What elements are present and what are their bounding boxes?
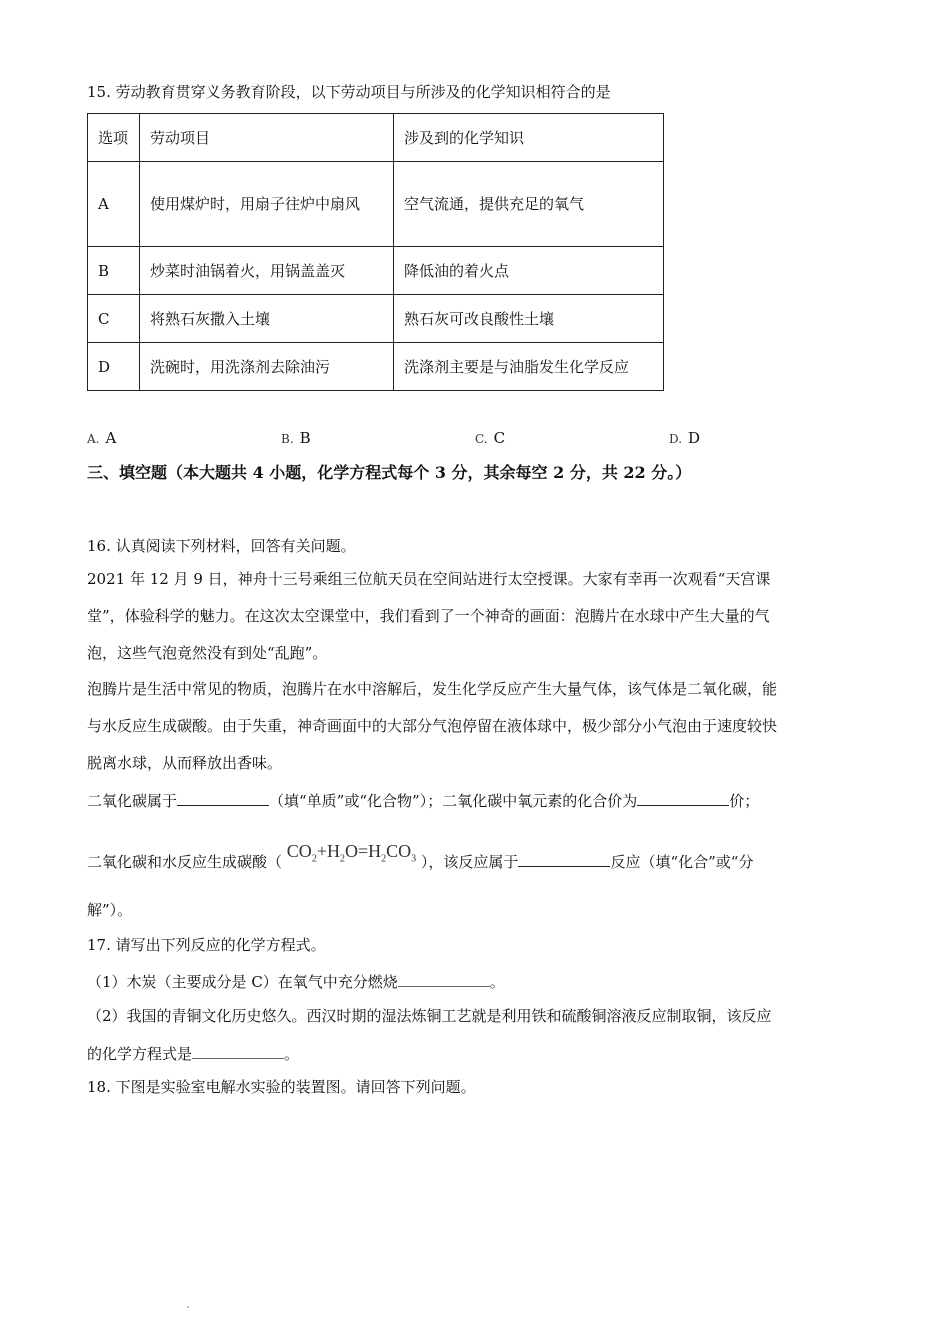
- question-text: 。: [489, 973, 505, 991]
- answer-blank-1[interactable]: [177, 789, 269, 806]
- q18-stem: 18. 下图是实验室电解水实验的装置图。请回答下列问题。: [87, 1078, 476, 1096]
- answer-blank-3[interactable]: [518, 850, 610, 867]
- choice-letter: D.: [669, 432, 683, 446]
- chemical-equation: $CO_2+H_2O=H_2CO_3$: [286, 841, 417, 865]
- question-text: 。: [284, 1045, 300, 1063]
- row-project: 使用煤炉时，用扇子往炉中扇风: [140, 162, 394, 247]
- table-row: [88, 295, 664, 343]
- choice-letter: C.: [475, 432, 488, 446]
- q16-question-line2: [87, 841, 754, 880]
- row-project: 炒菜时油锅着火，用锅盖盖灭: [140, 247, 394, 295]
- table-row: [88, 343, 664, 391]
- choice-letter: A.: [87, 432, 100, 446]
- answer-blank-2[interactable]: [637, 789, 729, 806]
- q16-para2-line2: 与水反应生成碳酸。由于失重，神奇画面中的大部分气泡停留在液体球中，极少部分小气泡由于速度较快: [87, 717, 778, 735]
- header-project: 劳动项目: [140, 114, 394, 162]
- question-text: 二氧化碳和水反应生成碳酸（: [87, 853, 283, 871]
- choice-value: D: [688, 429, 701, 447]
- q16-para2-line3: 脱离水球，从而释放出香味。: [87, 754, 283, 772]
- q17-sub2-line1: （2）我国的青铜文化历史悠久。西汉时期的湿法炼铜工艺就是利用铁和硫酸铜溶液反应制取铜，该反应: [87, 1007, 772, 1025]
- choice-value: B: [299, 429, 311, 447]
- q15-table: [87, 113, 664, 391]
- choice-value: C: [493, 429, 506, 447]
- header-option: 选项: [88, 114, 140, 162]
- row-knowledge: 洗涤剂主要是与油脂发生化学反应: [394, 343, 664, 391]
- question-text: 反应（填“化合”或“分: [610, 853, 754, 871]
- table-row: [88, 247, 664, 295]
- header-knowledge: 涉及到的化学知识: [394, 114, 664, 162]
- q16-stem: 16. 认真阅读下列材料，回答有关问题。: [87, 537, 356, 555]
- choice-a[interactable]: [87, 428, 116, 449]
- q17-sub2-line2: [87, 1042, 299, 1064]
- choice-b[interactable]: [281, 428, 311, 449]
- q16-para2-line1: 泡腾片是生活中常见的物质，泡腾片在水中溶解后，发生化学反应产生大量气体，该气体是二氧化碳，能: [87, 680, 778, 698]
- question-text: （填“单质”或“化合物”）；二氧化碳中氧元素的化合价为: [269, 792, 638, 810]
- choice-c[interactable]: [475, 428, 505, 449]
- table-header-row: [88, 114, 664, 162]
- row-project: 洗碗时，用洗涤剂去除油污: [140, 343, 394, 391]
- question-text: ），该反应属于: [420, 853, 519, 871]
- q15-stem: 15. 劳动教育贯穿义务教育阶段，以下劳动项目与所涉及的化学知识相符合的是: [87, 83, 611, 101]
- row-knowledge: 降低油的着火点: [394, 247, 664, 295]
- row-option: B: [88, 247, 140, 295]
- row-option: C: [88, 295, 140, 343]
- choice-value: A: [105, 429, 117, 447]
- q17-stem: 17. 请写出下列反应的化学方程式。: [87, 936, 326, 954]
- question-text: 价；: [729, 792, 760, 810]
- row-knowledge: 空气流通，提供充足的氧气: [394, 162, 664, 247]
- row-knowledge: 熟石灰可改良酸性土壤: [394, 295, 664, 343]
- q16-question-line1: [87, 789, 759, 811]
- section-title: 三、填空题（本大题共 4 小题，化学方程式每个 3 分，其余每空 2 分，共 22 分。）: [87, 463, 692, 482]
- row-project: 将熟石灰撒入土壤: [140, 295, 394, 343]
- q16-para1-line3: 泡，这些气泡竟然没有到处“乱跑”。: [87, 644, 328, 662]
- question-text: （1）木炭（主要成分是 C）在氧气中充分燃烧: [87, 973, 398, 991]
- question-text: 二氧化碳属于: [87, 792, 178, 810]
- row-option: D: [88, 343, 140, 391]
- answer-blank-5[interactable]: [192, 1042, 284, 1059]
- q16-question-line3: 解”）。: [87, 901, 133, 919]
- q16-para1-line2: 堂”，体验科学的魅力。在这次太空课堂中，我们看到了一个神奇的画面：泡腾片在水球中产生大量的气: [87, 607, 770, 625]
- answer-blank-4[interactable]: [398, 970, 490, 987]
- choice-d[interactable]: [669, 428, 700, 449]
- table-row: [88, 162, 664, 247]
- question-text: 的化学方程式是: [87, 1045, 193, 1063]
- choice-letter: B.: [281, 432, 294, 446]
- page-mark: [187, 1306, 189, 1308]
- row-option: A: [88, 162, 140, 247]
- q16-para1-line1: 2021 年 12 月 9 日，神舟十三号乘组三位航天员在空间站进行太空授课。大家有幸再一次观看“天宫课: [87, 570, 771, 588]
- q17-sub1: [87, 970, 505, 992]
